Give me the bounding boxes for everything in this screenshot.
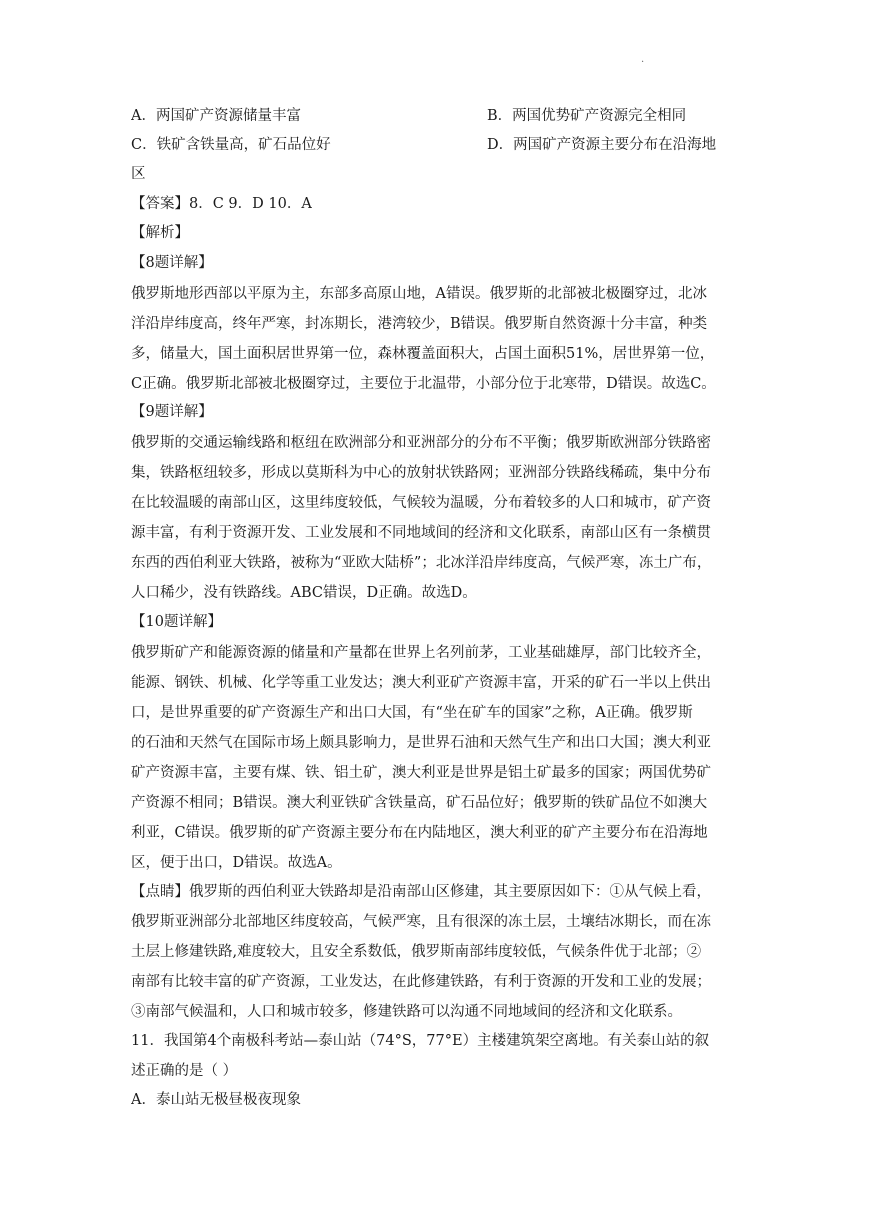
q10-text-line: 利亚，C错误。俄罗斯的矿产资源主要分布在内陆地区，澳大利亚的矿产主要分布在沿海地 [131, 825, 708, 841]
q8-heading: 【8题详解】 [131, 255, 213, 271]
q9-text-line: 集，铁路枢纽较多，形成以莫斯科为中心的放射状铁路网；亚洲部分铁路线稀疏，集中分布 [131, 465, 711, 481]
q11-stem-line: 述正确的是（ ） [131, 1063, 238, 1079]
q10-text-line: 区，便于出口，D错误。故选A。 [131, 855, 342, 871]
header-mark: . [641, 54, 645, 65]
tip-text-line: 俄罗斯亚洲部分北部地区纬度较高，气候严寒，且有很深的冻土层，土壤结冰期长，而在冻 [131, 914, 711, 930]
q8-text-line: 洋沿岸纬度高，终年严寒，封冻期长，港湾较少，B错误。俄罗斯自然资源十分丰富，种类 [131, 316, 708, 332]
analysis-heading: 【解析】 [131, 225, 189, 241]
q10-text-line: 口，是世界重要的矿产资源生产和出口大国，有“坐在矿车的国家”之称，A正确。俄罗斯 [131, 705, 693, 721]
q11-stem-line: 11．我国第4个南极科考站—泰山站（74°S，77°E）主楼建筑架空离地。有关泰山站的叙 [131, 1033, 710, 1049]
option-c: C．铁矿含铁量高，矿石品位好 [131, 137, 331, 153]
tip-text-line: 南部有比较丰富的矿产资源，工业发达，在此修建铁路，有利于资源的开发和工业的发展； [131, 974, 711, 990]
tip-text-line: 土层上修建铁路,难度较大，且安全系数低，俄罗斯南部纬度较低，气候条件优于北部；② [131, 944, 702, 960]
q9-text-line: 源丰富，有利于资源开发、工业发展和不同地域间的经济和文化联系，南部山区有一条横贯 [131, 525, 711, 541]
option-d-continued: 区 [131, 166, 146, 182]
option-b: B．两国优势矿产资源完全相同 [487, 108, 687, 124]
tip-text-line: 【点睛】俄罗斯的西伯利亚大铁路却是沿南部山区修建，其主要原因如下：①从气候上看， [131, 884, 711, 900]
answer-line: 【答案】8．C 9．D 10．A [131, 196, 312, 212]
q9-text-line: 在比较温暖的南部山区，这里纬度较低，气候较为温暖，分布着较多的人口和城市，矿产资 [131, 495, 711, 511]
q10-text-line: 俄罗斯矿产和能源资源的储量和产量都在世界上名列前茅，工业基础雄厚，部门比较齐全， [131, 645, 711, 661]
q9-text-line: 俄罗斯的交通运输线路和枢纽在欧洲部分和亚洲部分的分布不平衡；俄罗斯欧洲部分铁路密 [131, 435, 711, 451]
q10-text-line: 矿产资源丰富，主要有煤、铁、铝土矿，澳大利亚是世界是铝土矿最多的国家；两国优势矿 [131, 765, 711, 781]
q8-text-line: C正确。俄罗斯北部被北极圈穿过，主要位于北温带，小部分位于北寒带，D错误。故选C。 [131, 376, 716, 392]
q8-text-line: 俄罗斯地形西部以平原为主，东部多高原山地，A错误。俄罗斯的北部被北极圈穿过，北冰 [131, 286, 707, 302]
q9-text-line: 人口稀少，没有铁路线。ABC错误，D正确。故选D。 [131, 585, 477, 601]
option-a: A．两国矿产资源储量丰富 [131, 108, 301, 124]
q9-heading: 【9题详解】 [131, 404, 213, 420]
tip-text-line: ③南部气候温和，人口和城市较多，修建铁路可以沟通不同地域间的经济和文化联系。 [131, 1004, 682, 1020]
q10-heading: 【10题详解】 [131, 614, 222, 630]
option-d: D．两国矿产资源主要分布在沿海地 [487, 137, 717, 153]
q8-text-line: 多，储量大，国土面积居世界第一位，森林覆盖面积大，占国土面积51%，居世界第一位， [131, 346, 715, 362]
q11-option-a: A．泰山站无极昼极夜现象 [131, 1092, 301, 1108]
q10-text-line: 能源、钢铁、机械、化学等重工业发达；澳大利亚矿产资源丰富，开采的矿石一半以上供出 [131, 675, 711, 691]
q10-text-line: 产资源不相同；B错误。澳大利亚铁矿含铁量高，矿石品位好；俄罗斯的铁矿品位不如澳大 [131, 795, 708, 811]
q10-text-line: 的石油和天然气在国际市场上颇具影响力，是世界石油和天然气生产和出口大国；澳大利亚 [131, 735, 711, 751]
q9-text-line: 东西的西伯利亚大铁路，被称为“亚欧大陆桥”；北冰洋沿岸纬度高，气候严寒，冻土广布， [131, 555, 712, 571]
